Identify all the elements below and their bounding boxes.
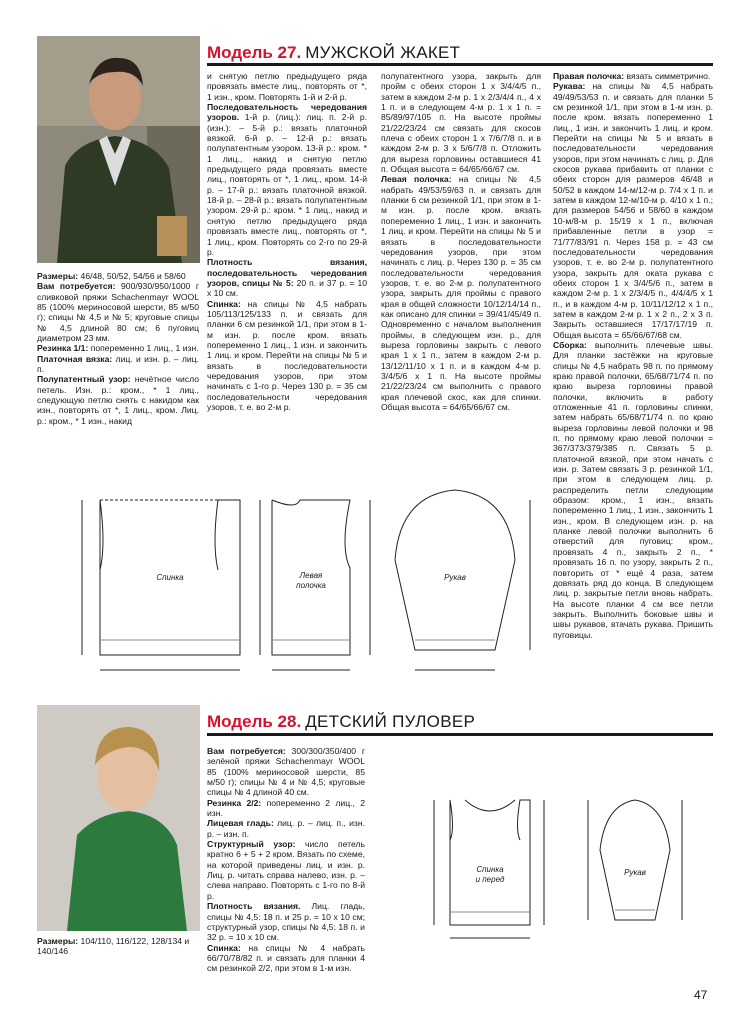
front-label-2: полочка (296, 581, 326, 590)
model-27-photo (37, 36, 200, 263)
model-28-heading (207, 712, 475, 732)
paragraph: Плотность вязания. Лиц. гладь, спицы № 4,5: 18 п. и 25 р. = 10 х 10 см; структурный узор, спицы № 4,5: 18 п. и 32 р. = 10 х 10 см. (207, 901, 365, 943)
paragraph: Лицевая гладь: лиц. р. – лиц. п., изн. р. – изн. п. (207, 818, 365, 839)
sleeve-outline (395, 490, 515, 650)
sizes-value: 104/110, 116/122, 128/134 и 140/146 (37, 936, 190, 957)
sleeve-label: Рукав (444, 573, 466, 582)
man-photo-illustration (37, 36, 200, 263)
model-28-schematic (420, 760, 720, 950)
front-label-1: Левая (299, 571, 323, 580)
paragraph: Сборка: выполнить плечевые швы. Для планки застёжки на круговые спицы № 4,5 набрать 98 п. по прямому краю правой полочки, 65/68/71/74 п. по краю выреза горловины правой полочки, включить в работу отложенные 41 п. горловины спинки, затем набрать 65/68/71/74 п. по краю выреза горловины левой полочки и 98 п. по прямому краю левой полочки = 367/373/379/385 п. Связать 5 р. платочной вязкой, при этом начать с изн. р. Затем связать 3 р. резинкой 1/1, при этом в следующем лиц. р. распределить петли следующим образом: кром., 1 изн., вязать попеременно 1 лиц., 1 изн., закончить 1 изн., кром. В следующем изн. р. на планке левой полочки выполнить 6 отверстий для пуговиц: кром., провязать 4 п., закрыть 2 п., * провязать 16 п. по узору, закрыть 2 п., повторить от * ещё 4 раза, затем довязать ряд до конца. В следующем лиц. р. закрытые петли вновь набрать. На высоте планки 4 см все петли закрыть. Выполнить боковые швы и швы рукавов, втачать рукава. Пришить пуговицы. (553, 339, 713, 640)
page-number: 47 (694, 988, 708, 1002)
sleeve-outline (600, 800, 670, 920)
model-27-column-1 (37, 271, 199, 426)
paragraph: Последовательность чередования узоров. 1-й р. (лиц.): лиц. п. 2-й р. (изн.): – 5-й р.: вязать платочной вязкой. 6-й р. – 12-й р.: вязать полупатентным узором. 13-й р.: кром. * 1 лиц., накид и снятую петлю предыдущего ряда провязать вместе лиц., повторять от *, 1 лиц., кром. 14-й р. – 17-й р.: вязать платочной вязкой. 18-й р. – 28-й р.: вязать полупатентным узором. 29-й р.: кром. * 1 лиц., накид и снятую петлю предыдущего ряда провязать вместе лиц., повторять от *, 1 лиц., кром. Повторять со 2-го по 29-й р. (207, 102, 367, 257)
model-27-column-4 (553, 71, 713, 640)
paragraph: Левая полочка: на спицы № 4,5 набрать 49/53/59/63 п. и связать для планки 6 см резинкой 1/1, при этом в 1-м изн. р. после кром. вязать попеременно 1 лиц., 1 изн. и закончить 1 лиц. и кром. Перейти на спицы № 5 и вязать в последовательности чередования узоров, при этом начинать с лиц. р. Через 130 р. = 35 см последовательности чередования узоров, т. е. во 2-м р. полупатентного узора, закрыть для проймы с правого края в общей сложности 10/12/14/14 п., как описано для спинки = 39/41/45/49 п. Одновременно с началом выполнения проймы, в следующем изн. р., для выреза горловины закрыть с левого края 1 х 1 п., затем в каждом 2-м р. 13/12/11/10 х 1 п. и в каждом 4-м р. 3/4/5/6 х 1 п. На высоте проймы 21/22/23/24 см выполнить с правого края плечевой скос, как для спинки. Общая высота = 64/65/66/67 см. (381, 174, 542, 412)
paragraph: Вам потребуется: 900/930/950/1000 г сливковой пряжи Schachenmayr WOOL 85 (100% мериносовой шерсти, 85 м/50 г); спицы № 4,5 и № 5; круговые спицы № 4,5 длиной 80 см; 6 пуговиц диаметром 23 мм. (37, 281, 199, 344)
paragraph: полупатентного узора, закрыть для пройм с обеих сторон 1 х 3/4/4/5 п., затем в каждом 2-м р. 1 х 2/3/4/4 п., 4 х 1 п. и в следующем 4-м р. 1 х 1 п. = 85/89/97/105 п. На высоте проймы 21/22/23/24 см связать для скосов плеча с обеих сторон 1 х 7/6/7/8 п. и в каждом 2-м р. 3 х 5/6/7/8 п. Отложить для выреза горловины оставшиеся 41 п. Общая высота = 64/65/66/67 см. (381, 71, 541, 175)
paragraph: Полупатентный узор: нечётное число петель. Изн. р.: кром., * 1 лиц., следующую петлю снять с накидом как изн., повторять от *, 1 лиц., кром. Лиц. р.: кром., * 1 изн., накид (37, 374, 200, 426)
front-label-1: Спинка (476, 865, 504, 874)
paragraph: Резинка 1/1: попеременно 1 лиц., 1 изн. (37, 343, 199, 354)
sizes-label: Размеры (37, 271, 76, 281)
sleeve-label: Рукав (624, 868, 646, 877)
child-photo-illustration (37, 705, 200, 931)
sizes-value: 46/48, 50/52, 54/56 и 58/60 (80, 271, 186, 281)
model-27-column-2 (207, 71, 367, 412)
paragraph: Спинка: на спицы № 4,5 набрать 105/113/125/133 п. и связать для планки 6 см резинкой 1/1, при этом в 1-м изн. р. после кром. вязать попеременно 1 лиц., 1 изн. и закончить 1 лиц. и кром. Перейти на спицы № 5 и вязать в последовательности чередования узоров, при этом начинать с 1-го р. Через 130 р. = 35 см последовательности чередования узоров, т. е. во 2-м р. (207, 298, 367, 412)
paragraph: Правая полочка: вязать симметрично. (553, 71, 711, 81)
model-28-number: Модель 28. (207, 712, 302, 731)
model-27-heading (207, 43, 460, 63)
paragraph: Спинка: на спицы № 4 набрать 66/70/78/82 п. и связать для планки 4 см резинкой 2/2, при этом в 1-м изн. (207, 942, 365, 974)
model-27-column-3 (381, 71, 541, 412)
model-27-sizes: Размеры: 46/48, 50/52, 54/56 и 58/60 (37, 271, 186, 281)
model-28-rule (207, 733, 713, 736)
model-27-schematic (60, 450, 550, 688)
model-28-photo (37, 705, 200, 931)
paragraph: Плотность вязания, последовательность чередования узоров, спицы № 5: 20 п. и 37 р. = 10 х 10 см. (207, 257, 368, 299)
front-label-2: и перед (475, 875, 505, 884)
sizes-label: Размеры: (37, 936, 79, 946)
paragraph: Структурный узор: число петель кратно 6 + 5 + 2 кром. Вязать по схеме, на которой приведены лиц. и изн. р. Лиц. р. читать справа налево, изн. р. – слева направо. Повторять с 1-го по 8-й р. (207, 839, 365, 901)
model-28-sizes (37, 936, 199, 957)
back-label: Спинка (156, 573, 184, 582)
paragraph: Вам потребуется: 300/300/350/400 г зелёной пряжи Schachenmayr WOOL 85 (100% мериносовой шерсти, 85 м/50 г); спицы № 4 и № 4,5; круговые спицы № 4 длиной 40 см. (207, 746, 365, 798)
model-27-number: Модель 27. (207, 43, 302, 62)
paragraph: Резинка 2/2: попеременно 2 лиц., 2 изн. (207, 797, 365, 819)
model-28-title: ДЕТСКИЙ ПУЛОВЕР (305, 712, 476, 731)
model-28-column-1 (207, 746, 365, 974)
model-27-title: МУЖСКОЙ ЖАКЕТ (305, 43, 461, 62)
paragraph: Рукава: на спицы № 4,5 набрать 49/49/53/53 п. и связать для планки 5 см резинкой 1/1, при этом в 1-м изн. р. после кром. вязать попеременно 1 лиц., 1 изн. и закончить 1 лиц. и кром. Перейти на спицы № 5 и вязать в последовательности чередования узоров, при этом начинать с лиц. р. Для скосов рукава прибавить от планки с обеих сторон для размеров 46/48 и 50/52 в каждом 14-м/12-м р. 7/4 х 1 п. и затем в каждом 12-м/10-м р. 4/10 х 1 п.; для размеров 54/56 и 58/60 в каждом 10-м/8-м р. 15/19 х 1 п., включая прибавленные петли в узор = 71/77/83/91 п. Через 158 р. = 43 см последовательности чередования узоров, т. е. во 2-м р. полупатентного узора, закрыть для оката рукава с обеих сторон 1 х 3/4/5/6 п., затем в каждом 2-м р. 1 х 2/3/4/5 п., 4/4/4/5 х 1 п., и в каждом 4-м р. 10/11/12/12 х 1 п., затем в каждом 2-м р. 1 х 2 п., 2 х 3 п. Закрыть оставшиеся 17/17/17/19 п. Общая высота = 65/66/67/68 см. (553, 81, 713, 340)
paragraph: и снятую петлю предыдущего ряда провязать вместе лиц., повторять от *, 1 изн., кром. Повторять 1-й и 2-й р. (207, 71, 367, 102)
paragraph: Платочная вязка: лиц. и изн. р. – лиц. п. (37, 353, 199, 375)
front-outline (450, 800, 530, 925)
model-27-rule (207, 63, 713, 66)
